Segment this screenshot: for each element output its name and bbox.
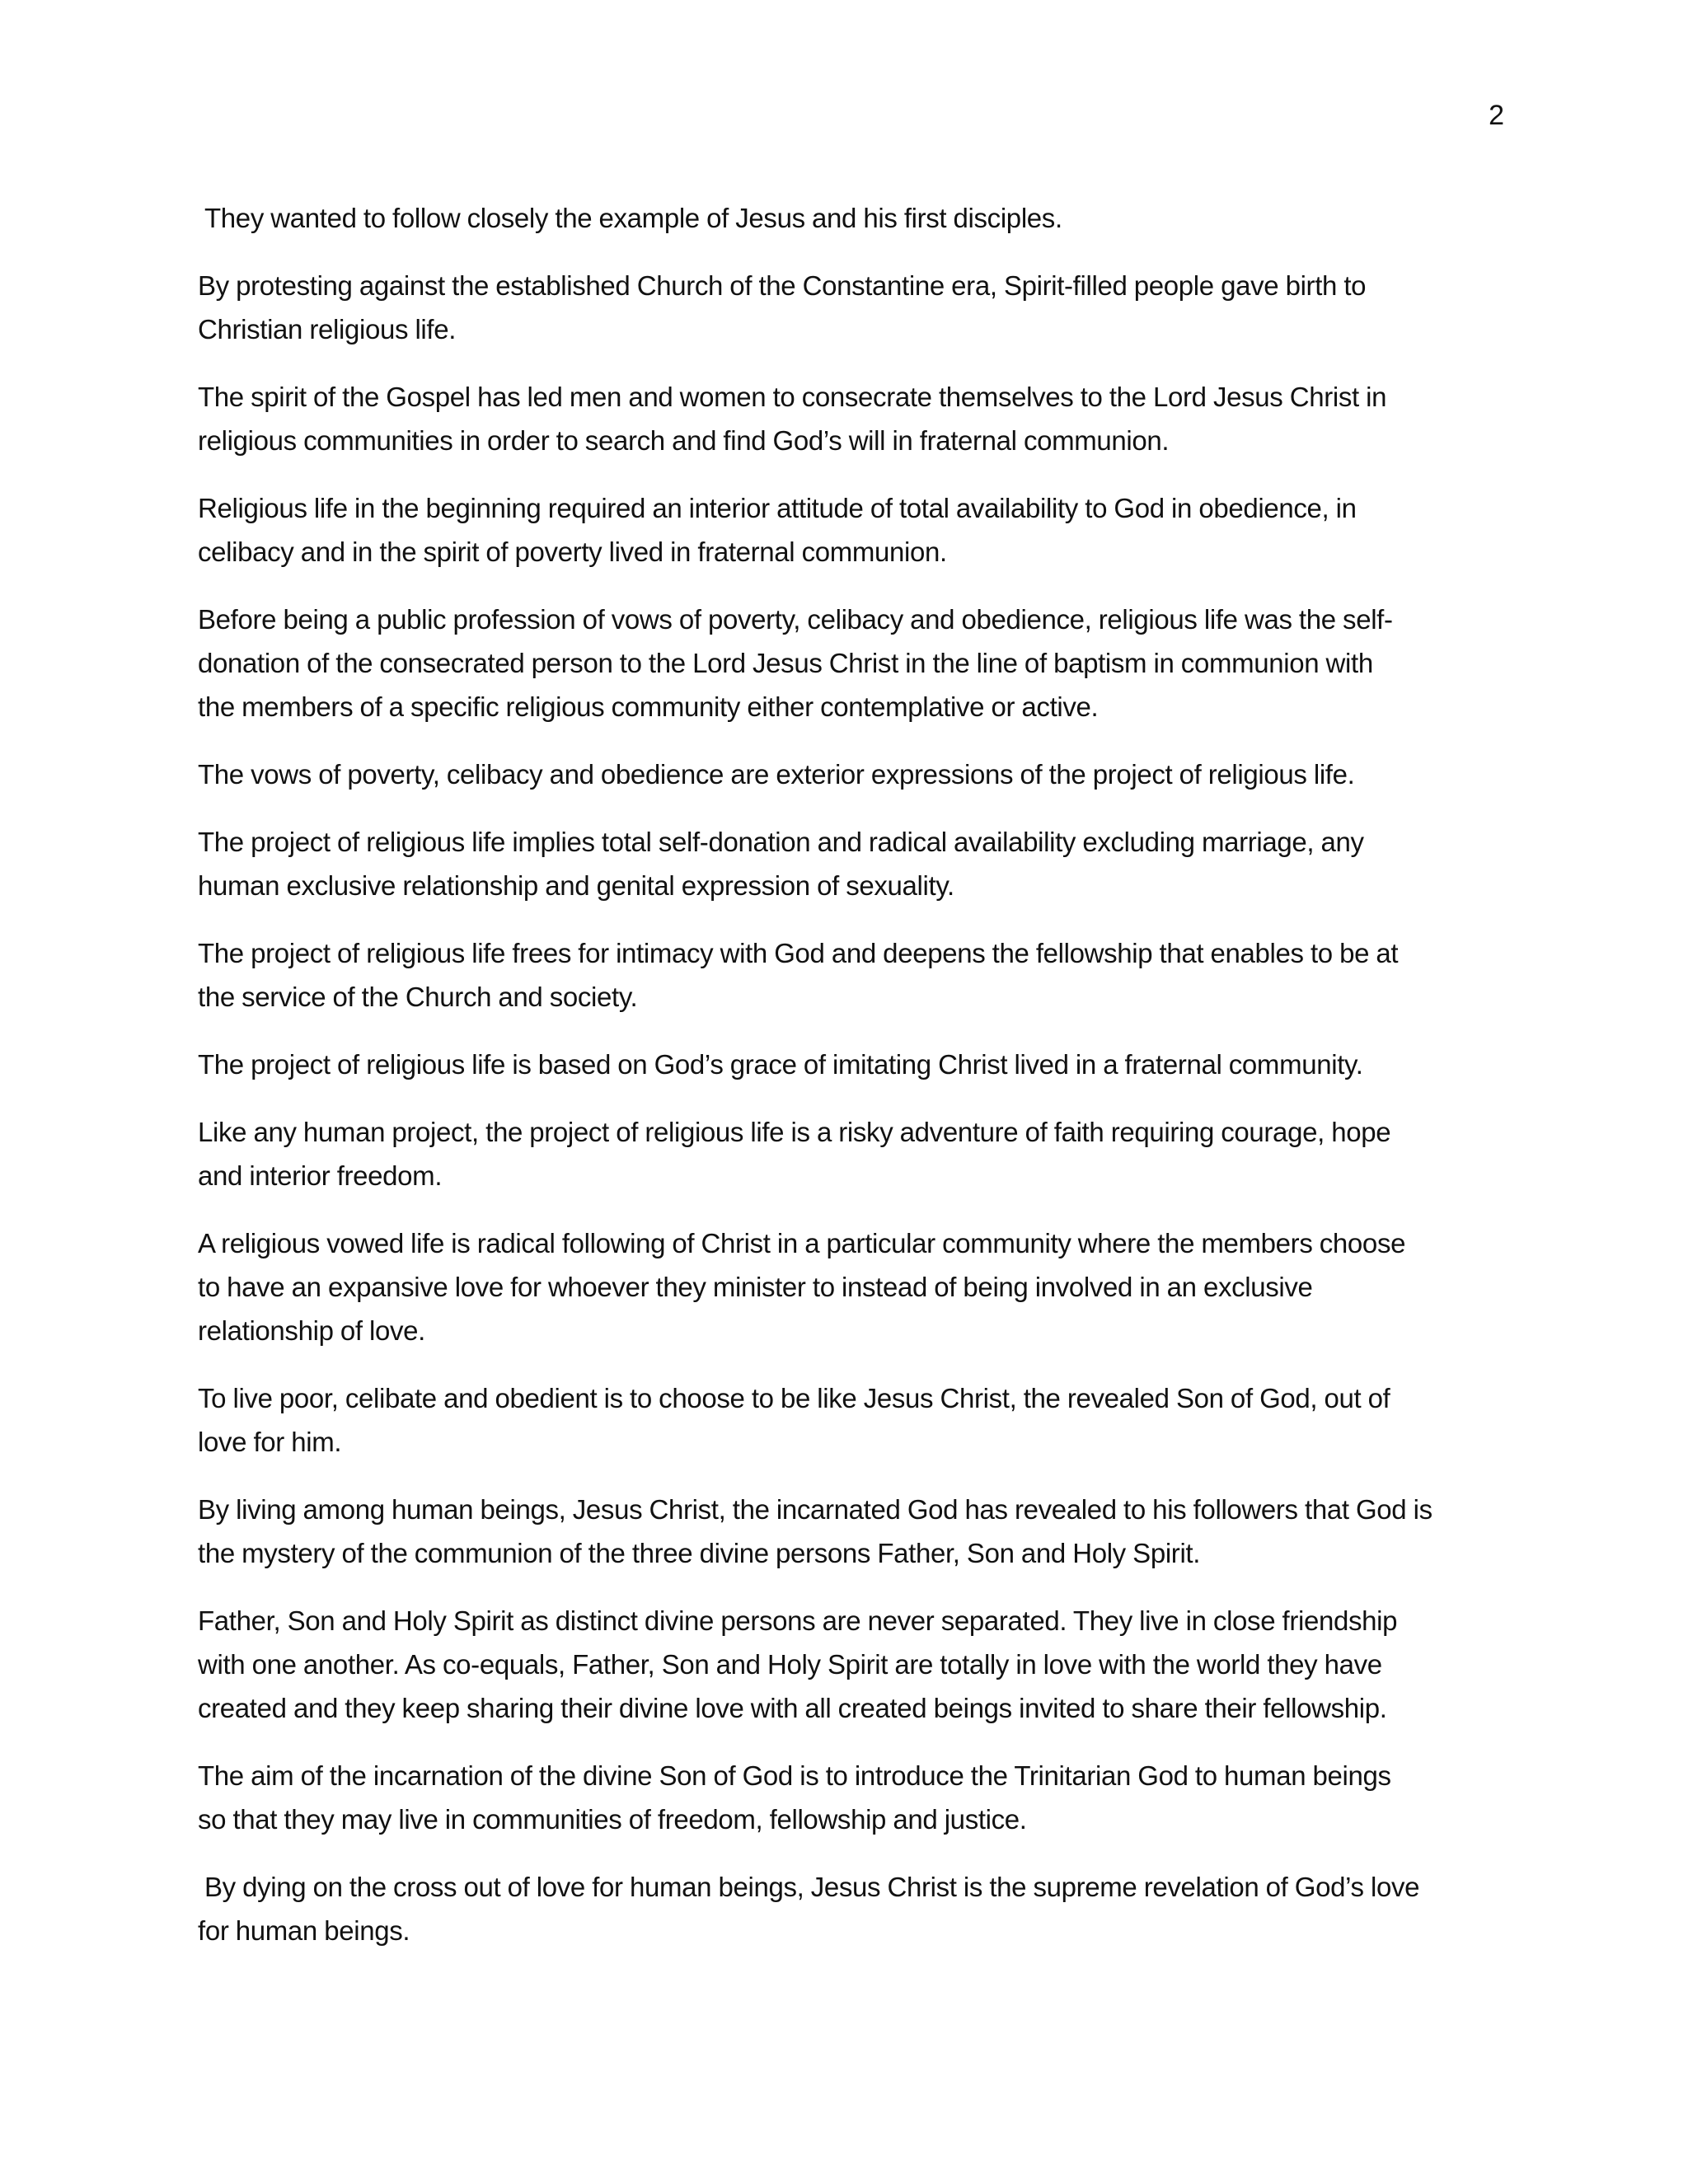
paragraph-14: Father, Son and Holy Spirit as distinct divine persons are never separated. They live in close friendship with one another. As co-equals, Father, Son and Holy Spirit are totally in love with the world they have created and they keep sharing their divine love with all created beings invited to share their fellowship. (198, 1605, 1398, 1723)
paragraph-8: The project of religious life frees for intimacy with God and deepens the fellowship that enables to be at the service of the Church and society. (198, 938, 1399, 1012)
paragraph-6: The vows of poverty, celibacy and obedience are exterior expressions of the project of religious life. (198, 759, 1355, 790)
paragraph-15: The aim of the incarnation of the divine Son of God is to introduce the Trinitarian God to human beings so that they may live in communities of freedom, fellowship and justice. (198, 1760, 1391, 1835)
paragraph-10: Like any human project, the project of religious life is a risky adventure of faith requiring courage, hope and interior freedom. (198, 1117, 1391, 1191)
paragraph-4: Religious life in the beginning required an interior attitude of total availability to God in obedience, in celibacy and in the spirit of poverty lived in fraternal communion. (198, 493, 1357, 567)
paragraph-7: The project of religious life implies total self-donation and radical availability excluding marriage, any human exclusive relationship and genital expression of sexuality. (198, 827, 1364, 901)
paragraph-12: To live poor, celibate and obedient is to choose to be like Jesus Christ, the revealed Son of God, out of love for him. (198, 1383, 1390, 1457)
paragraph-13: By living among human beings, Jesus Christ, the incarnated God has revealed to his followers that God is the mystery of the communion of the three divine persons Father, Son and Holy Spirit. (198, 1494, 1432, 1568)
paragraph-2: By protesting against the established Church of the Constantine era, Spirit-filled people gave birth to Christian religious life. (198, 270, 1367, 344)
paragraph-11: A religious vowed life is radical following of Christ in a particular community where the members choose to have an expansive love for whoever they minister to instead of being involved in an exclusive relationship of love. (198, 1228, 1406, 1346)
paragraph-5: Before being a public profession of vows of poverty, celibacy and obedience, religious life was the self- donation of the consecrated person to the Lord Jesus Christ in the line of baptism in communion with the members of a specific religious community either contemplative or active. (198, 604, 1393, 722)
paragraph-16: By dying on the cross out of love for human beings, Jesus Christ is the supreme revelation of God’s love for human beings. (198, 1872, 1420, 1946)
paragraph-3: The spirit of the Gospel has led men and women to consecrate themselves to the Lord Jesus Christ in religious communities in order to search and find God’s will in fraternal communion. (198, 382, 1387, 456)
paragraph-9: The project of religious life is based on God’s grace of imitating Christ lived in a fraternal community. (198, 1049, 1363, 1080)
page-number: 2 (1489, 100, 1504, 131)
paragraph-1: They wanted to follow closely the example of Jesus and his first disciples. (204, 203, 1062, 233)
document-body (198, 196, 1517, 1976)
